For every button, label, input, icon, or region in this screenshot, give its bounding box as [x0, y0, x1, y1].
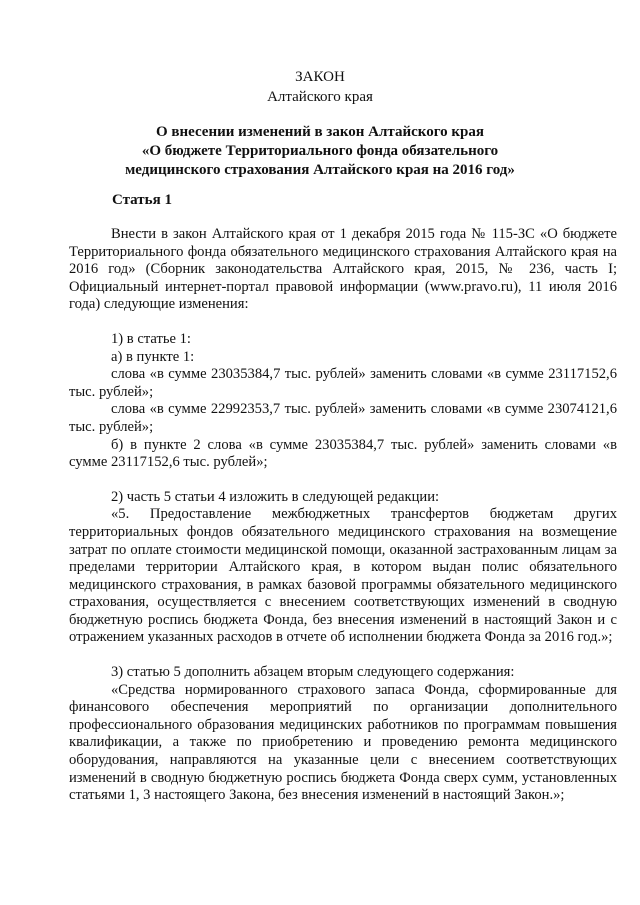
item1-line1: слова «в сумме 23035384,7 тыс. рублей» заменить словами «в сумме 23117152,6 тыс. рублей»;: [69, 366, 617, 400]
document-type: ЗАКОН: [295, 69, 345, 85]
title-line: «О бюджете Территориального фонда обязательного: [141, 143, 499, 159]
paragraph-gap: [69, 472, 617, 489]
title-line: медицинского страхования Алтайского края на 2016 год»: [125, 162, 515, 178]
item2-heading: 2) часть 5 статьи 4 изложить в следующей редакции:: [111, 488, 440, 505]
item3-text: «Средства нормированного страхового запаса Фонда, сформированные для финансового обеспечения мероприятий по организации дополнительного профессионального образования медицинских работников по программам повышения квалификации, а также по приобретению и проведению ремонта медицинского оборудования, направляются на указанные цели с внесением соответствующих изменений в сводную бюджетную роспись бюджета Фонда сверх сумм, установленных статьями 1, 3 настоящего Закона, без внесения изменений в настоящий Закон.»;: [69, 681, 617, 804]
title-line: О внесении изменений в закон Алтайского края: [155, 124, 485, 140]
item1-heading: 1) в статье 1:: [111, 330, 191, 347]
article-heading: Статья 1: [112, 192, 172, 208]
paragraph-gap: [69, 647, 617, 664]
article-body: [69, 226, 617, 805]
item1-line2: слова «в сумме 22992353,7 тыс. рублей» заменить словами «в сумме 23074121,6 тыс. рублей»;: [69, 401, 617, 435]
intro-paragraph: Внести в закон Алтайского края от 1 декабря 2015 года № 115-ЗС «О бюджете Территориального фонда обязательного медицинского страхования Алтайского края на 2016 год» (Сборник законодательства Алтайского края, 2015, № 236, часть I; Официальный интернет-портал правовой информации (www.pravo.ru), 11 июля 2016 года) следующие изменения:: [69, 226, 617, 313]
document-title: [60, 123, 580, 180]
paragraph-gap: [69, 314, 617, 331]
item1-sub-b: б) в пункте 2 слова «в сумме 23035384,7 тыс. рублей» заменить словами «в сумме 23117152,6 тыс. рублей»;: [69, 436, 617, 471]
item3-heading: 3) статью 5 дополнить абзацем вторым следующего содержания:: [111, 664, 515, 681]
item1-sub-a: а) в пункте 1:: [111, 348, 195, 365]
item2-text: «5. Предоставление межбюджетных трансфертов бюджетам других территориальных фондов обязательного медицинского страхования на возмещение затрат по оплате стоимости медицинской помощи, оказанной застрахованным лицам за пределами территории Алтайского края, в котором выдан полис обязательного медицинского страхования, в рамках базовой программы обязательного медицинского страхования, осуществляется с внесением соответствующих изменений в сводную бюджетную роспись бюджета Фонда, без внесения изменений в настоящий Закон и с отражением указанных расходов в отчете об исполнении бюджета Фонда за 2016 год.»;: [69, 506, 617, 646]
document-region: Алтайского края: [267, 89, 373, 105]
